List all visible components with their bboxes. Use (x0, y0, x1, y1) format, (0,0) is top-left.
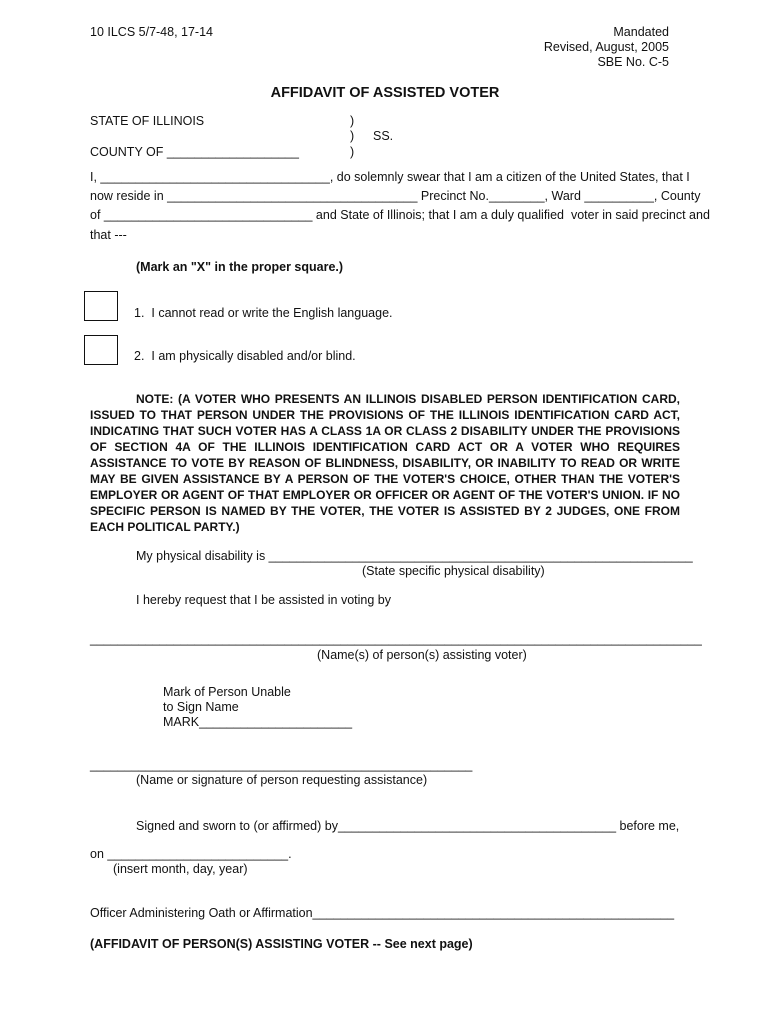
assistant-name-field[interactable]: ________________________________________________________________________________________ (90, 632, 702, 646)
disability-caption: (State specific physical disability) (362, 564, 545, 578)
option-2-checkbox[interactable] (84, 335, 118, 365)
venue-bracket-mid: ) (350, 129, 355, 143)
requester-signature-field[interactable]: _______________________________________________________ (90, 758, 473, 772)
oath-line-2[interactable]: now reside in ____________________________________ Precinct No.________, Ward __________, County (90, 189, 701, 203)
option-1-checkbox[interactable] (84, 291, 118, 321)
assistance-request-text: I hereby request that I be assisted in voting by (136, 593, 392, 607)
page-title: AFFIDAVIT OF ASSISTED VOTER (270, 85, 500, 101)
disability-field[interactable]: My physical disability is _____________________________________________________________ (136, 549, 693, 563)
sworn-by-field[interactable]: Signed and sworn to (or affirmed) by________________________________________ before me, (136, 819, 680, 833)
assistant-name-caption: (Name(s) of person(s) assisting voter) (317, 648, 527, 662)
option-1-label: 1. I cannot read or write the English language. (134, 306, 393, 320)
form-number: SBE No. C-5 (597, 55, 669, 69)
requester-signature-caption: (Name or signature of person requesting assistance) (136, 773, 428, 787)
state-label: STATE OF ILLINOIS (90, 114, 205, 128)
venue-bracket-top: ) (350, 114, 355, 128)
mark-label-line-1: Mark of Person Unable (163, 685, 291, 699)
mark-instruction: (Mark an "X" in the proper square.) (136, 260, 344, 274)
mark-label-line-2: to Sign Name (163, 700, 239, 714)
oath-line-1[interactable]: I, _________________________________, do solemnly swear that I am a citizen of the United States, that I (90, 170, 690, 184)
officer-field[interactable]: Officer Administering Oath or Affirmation____________________________________________________ (90, 906, 675, 920)
county-field[interactable]: COUNTY OF ___________________ (90, 145, 299, 159)
venue-bracket-bottom: ) (350, 145, 355, 159)
oath-line-4: that --- (90, 228, 127, 242)
mandated-label: Mandated (613, 25, 669, 39)
date-field[interactable]: on __________________________. (90, 847, 292, 861)
option-2-label: 2. I am physically disabled and/or blind. (134, 349, 356, 363)
next-page-note: (AFFIDAVIT OF PERSON(S) ASSISTING VOTER -- See next page) (90, 937, 473, 951)
ss-label: SS. (373, 129, 394, 143)
statute-reference: 10 ILCS 5/7-48, 17-14 (90, 25, 213, 39)
revised-date: Revised, August, 2005 (543, 40, 669, 54)
note-paragraph: NOTE: (A VOTER WHO PRESENTS AN ILLINOIS DISABLED PERSON IDENTIFICATION CARD, ISSUED TO THAT PERSON UNDER THE PROVISIONS OF THE ILLINOIS IDENTIFICATION CARD ACT, INDICATING THAT SUCH VOTER HAS A CLASS 1A OR CLASS 2 DISABILITY UNDER THE PROVISIONS OF SECTION 4A OF THE ILLINOIS IDENTIFICATION CARD ACT OR A VOTER WHO REQUIRES ASSISTANCE TO VOTE BY REASON OF BLINDNESS, DISABILITY, OR INABILITY TO READ OR WRITE MAY BE GIVEN ASSISTANCE BY A PERSON OF THE VOTER'S CHOICE, OTHER THAN THE VOTER'S EMPLOYER OR AGENT OF THAT EMPLOYER OR OFFICER OR AGENT OF THE VOTER'S UNION. IF NO SPECIFIC PERSON IS NAMED BY THE VOTER, THE VOTER IS ASSISTED BY 2 JUDGES, ONE FROM EACH POLITICAL PARTY.) (90, 392, 680, 534)
mark-field[interactable]: MARK______________________ (163, 715, 353, 729)
oath-line-3[interactable]: of ______________________________ and State of Illinois; that I am a duly qualified voter in said precinct and (90, 208, 710, 222)
date-caption: (insert month, day, year) (113, 862, 248, 876)
